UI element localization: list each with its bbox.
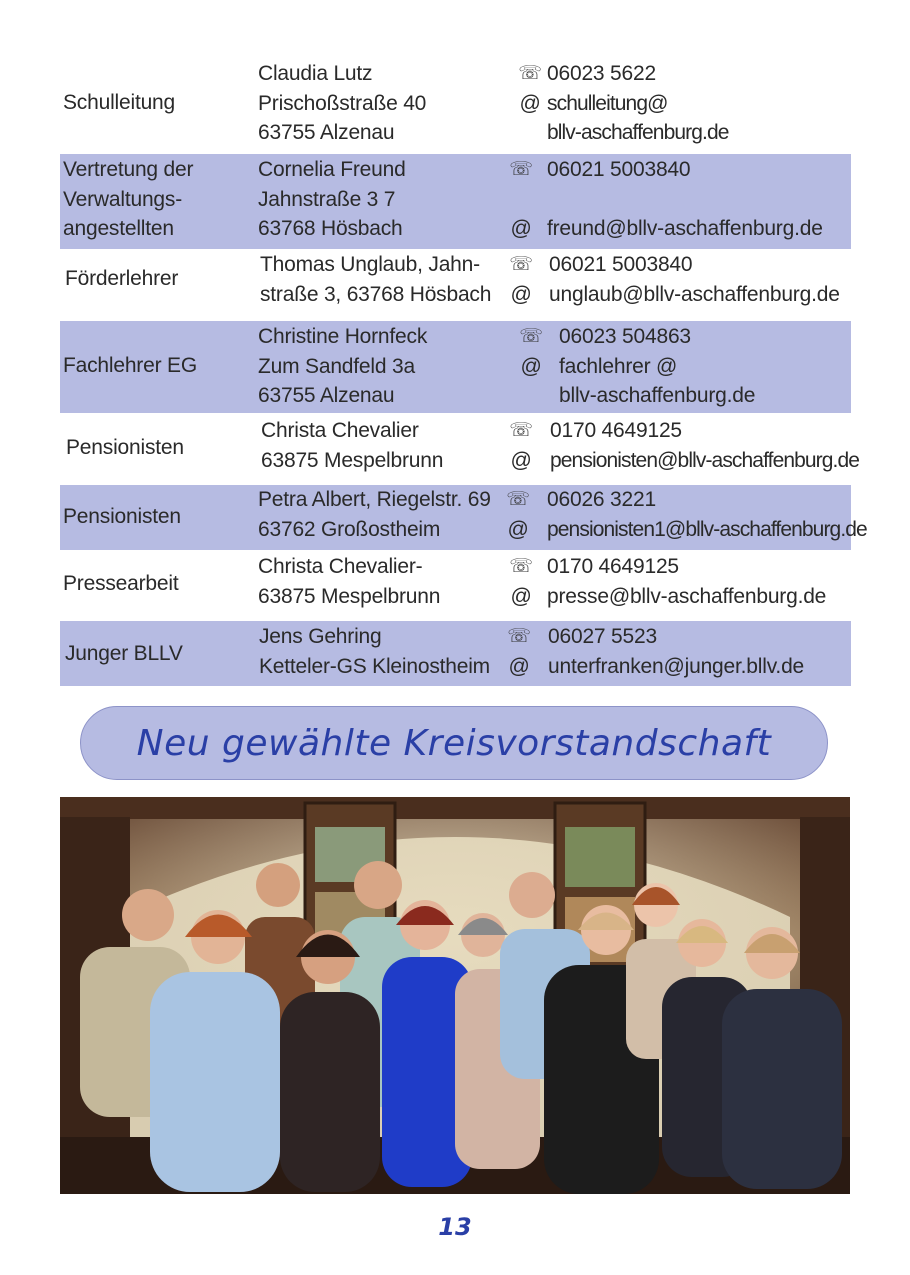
role-label: Pensionisten (63, 505, 181, 528)
role-label: Pressearbeit (63, 572, 179, 595)
phone-icon: ☏ (519, 326, 543, 347)
address-school: Ketteler-GS Kleinostheim (259, 654, 490, 678)
address-city: 63755 Alzenau (258, 384, 395, 407)
page-number: 13 (438, 1213, 472, 1241)
address-cell (259, 622, 490, 681)
role-cell (63, 569, 179, 599)
icon-cell (506, 155, 536, 244)
role-cell (63, 155, 193, 244)
email-icon: @ (510, 217, 532, 240)
contact-cell (547, 155, 823, 244)
email-icon: @ (510, 282, 532, 306)
icon-cell (503, 485, 533, 544)
address-street: Jahnstraße 3 7 (258, 187, 396, 211)
email-address[interactable]: freund@bllv-aschaffenburg.de (547, 217, 823, 240)
section-banner (80, 706, 828, 780)
contact-row-verwaltung (60, 154, 851, 249)
icon-cell (506, 416, 536, 475)
email-icon: @ (508, 654, 530, 678)
email-address[interactable]: unglaub@bllv-aschaffenburg.de (549, 282, 840, 306)
email-icon: @ (519, 91, 541, 115)
email-icon: @ (510, 584, 532, 608)
address-cell (258, 155, 406, 244)
address-cell (260, 250, 491, 309)
contact-name: Claudia Lutz (258, 62, 373, 85)
address-city: 63875 Mespelbrunn (258, 584, 441, 608)
phone-number: 06023 504863 (559, 325, 691, 348)
address-city: 63768 Hösbach (258, 217, 403, 240)
icon-cell (515, 59, 545, 118)
contact-cell (550, 416, 859, 475)
role-cell (65, 639, 183, 669)
contact-name: Jens Gehring (259, 625, 382, 648)
group-photo (60, 797, 850, 1194)
contact-row-foerderlehrer (60, 249, 851, 321)
contact-row-fachlehrer (60, 321, 851, 413)
email-address-domain[interactable]: bllv-aschaffenburg.de (547, 121, 729, 144)
group-photo-illustration (60, 797, 850, 1194)
contact-name: Petra Albert, Riegelstr. 69 (258, 488, 491, 511)
contact-table (60, 58, 867, 686)
address-cell (261, 416, 443, 475)
address-cell (258, 322, 427, 411)
address-street: Zum Sandfeld 3a (258, 354, 415, 378)
phone-number: 06021 5003840 (547, 158, 691, 181)
email-address[interactable]: pensionisten1@bllv-aschaffenburg.de (547, 517, 867, 541)
email-icon: @ (520, 354, 542, 378)
address-street: Prischoßstraße 40 (258, 91, 427, 115)
role-cell (65, 264, 178, 294)
address-cell (258, 552, 440, 611)
role-label: Verwaltungs- (63, 187, 182, 211)
role-cell (66, 433, 184, 463)
phone-number: 06026 3221 (547, 488, 656, 511)
address-city: 63762 Großostheim (258, 517, 441, 541)
role-label: Pensionisten (66, 436, 184, 459)
contact-name: Christa Chevalier- (258, 555, 423, 578)
phone-icon: ☏ (509, 420, 533, 441)
contact-row-pressearbeit (60, 550, 851, 621)
phone-icon: ☏ (509, 159, 533, 180)
icon-cell (516, 322, 546, 381)
address-city: 63875 Mespelbrunn (261, 448, 444, 472)
role-label: Fachlehrer EG (63, 354, 197, 377)
phone-number: 06021 5003840 (549, 253, 693, 276)
contact-row-pensionisten-2 (60, 485, 867, 550)
role-label: Förderlehrer (65, 267, 179, 290)
contact-name: Christa Chevalier (261, 419, 419, 442)
email-address[interactable]: presse@bllv-aschaffenburg.de (547, 584, 827, 608)
phone-icon: ☏ (518, 63, 542, 84)
phone-number: 06027 5523 (548, 625, 657, 648)
email-icon: @ (507, 517, 529, 541)
role-label: angestellten (63, 217, 174, 240)
contact-row-schulleitung (60, 58, 851, 154)
contact-row-pensionisten (60, 413, 860, 485)
phone-icon: ☏ (506, 489, 530, 510)
contact-cell (547, 485, 867, 544)
address-cell (258, 485, 491, 544)
phone-icon: ☏ (509, 556, 533, 577)
contact-cell (559, 322, 755, 411)
icon-cell (506, 552, 536, 611)
contact-cell (549, 250, 840, 309)
role-label: Schulleitung (63, 91, 176, 114)
contact-cell (547, 552, 826, 611)
address-cell (258, 59, 426, 148)
phone-number: 0170 4649125 (550, 419, 682, 442)
section-title: Neu gewählte Kreisvorstandschaft (136, 722, 772, 764)
email-address[interactable]: schulleitung@ (547, 91, 668, 115)
role-cell (63, 351, 197, 381)
email-icon: @ (510, 448, 532, 472)
address-street: straße 3, 63768 Hösbach (260, 282, 492, 306)
email-address[interactable]: pensionisten@bllv-aschaffenburg.de (550, 448, 860, 472)
email-address[interactable]: unterfranken@junger.bllv.de (548, 654, 805, 678)
role-cell (63, 88, 175, 118)
contact-name: Thomas Unglaub, Jahn- (260, 253, 480, 276)
phone-number: 06023 5622 (547, 62, 656, 85)
role-label: Vertretung der (63, 158, 194, 181)
phone-icon: ☏ (507, 626, 531, 647)
contact-name: Christine Hornfeck (258, 325, 428, 348)
phone-icon: ☏ (509, 254, 533, 275)
icon-cell (504, 622, 534, 681)
role-cell (63, 502, 181, 532)
contact-row-junger-bllv (60, 621, 851, 686)
contact-name: Cornelia Freund (258, 158, 406, 181)
email-address-domain[interactable]: bllv-aschaffenburg.de (559, 384, 756, 407)
role-label: Junger BLLV (65, 642, 183, 665)
address-city: 63755 Alzenau (258, 121, 395, 144)
email-address[interactable]: fachlehrer @ (559, 354, 678, 378)
contact-cell (547, 59, 729, 148)
contact-cell (548, 622, 804, 681)
phone-number: 0170 4649125 (547, 555, 679, 578)
icon-cell (506, 250, 536, 309)
